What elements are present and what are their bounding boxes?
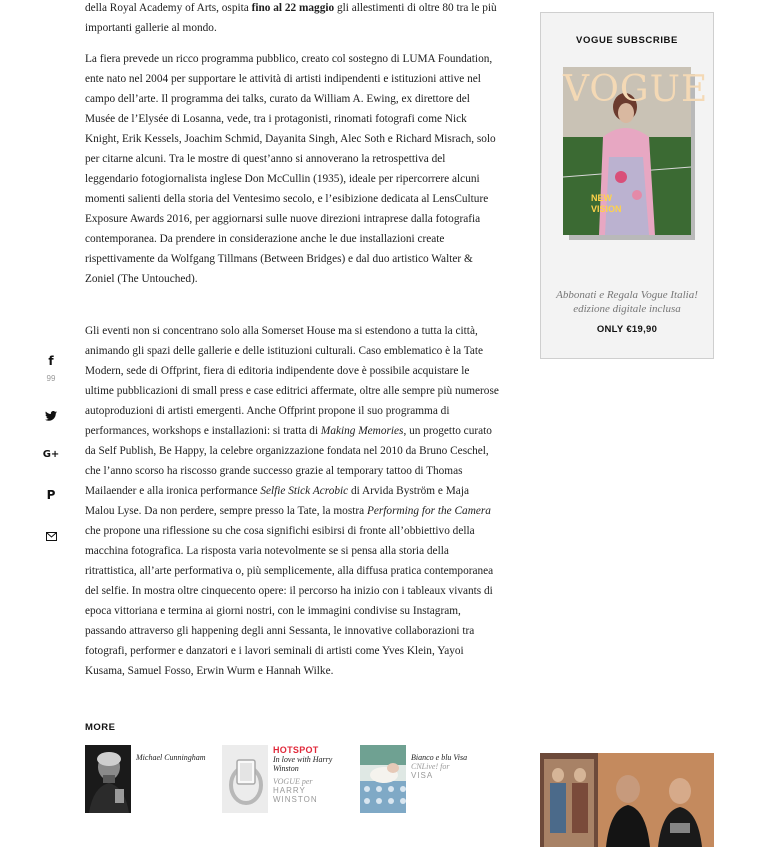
article-paragraph-2: La fiera prevede un ricco programma pubblico, creato col sostegno di LUMA Foundation, ente nato nel 2004 per supportare le attività di artisti indipendenti e istituzioni attive nel campo dell’arte. Il programma dei talks, curato da William A. Ewing, ex direttore del Musée de l’Elysée di Losanna, vede, tra i protagonisti, rinomati fotografi come Nick Knight, Erik Kessels, Joachim Schmid, Dayanita Singh, Alec Soth e Richard Misrach, solo per citarne alcuni. Tra le mostre di quest’anno si annoverano la retrospettiva del leggendario fotogiornalista inglese Don McCullin (1935), ideale per ripercorrere alcuni momenti salienti della storia del Ventesimo secolo, e l’esibizione dedicata al LensCulture Exposure Awards 2016, per aggiornarsi sulle nuove direzioni intraprese dalla fotografia contemporanea. Da prendere in considerazione anche le due installazioni create rispettivamente da Wolfgang Tillmans (Between Bridges) e dal duo artistico Walter & Zoniel (The Untouched). xyxy=(85,53,496,285)
more-item-harry-winston[interactable] xyxy=(222,745,352,813)
more-item-title[interactable]: In love with Harry Winston xyxy=(273,755,333,773)
article-paragraph-1: della Royal Academy of Arts, ospita fino al 22 maggio gli allestimenti di oltre 80 tra le più importanti gallerie al mondo. xyxy=(85,2,497,34)
subscribe-price[interactable]: ONLY €19,90 xyxy=(596,324,658,335)
sponsor-brand: VISA xyxy=(411,771,434,780)
more-item-title[interactable]: Michael Cunningham xyxy=(136,753,206,762)
facebook-icon[interactable]: f xyxy=(48,354,54,368)
hotspot-label: HOTSPOT xyxy=(273,745,319,755)
twitter-icon[interactable] xyxy=(40,408,62,426)
subscribe-box[interactable] xyxy=(540,12,714,359)
more-item-visa[interactable] xyxy=(360,745,490,813)
cover-logo: VOGUE xyxy=(563,69,709,110)
subscribe-title[interactable]: VOGUE SUBSCRIBE xyxy=(576,35,678,46)
more-item-michael-cunningham[interactable] xyxy=(85,745,215,813)
more-item-text xyxy=(273,745,353,804)
mail-icon[interactable] xyxy=(40,528,62,546)
more-heading: MORE xyxy=(85,722,116,733)
subscribe-description[interactable]: Abbonati e Regala Vogue Italia! edizione digitale inclusa xyxy=(556,289,698,315)
more-thumbnail[interactable] xyxy=(222,745,268,813)
sponsor-by: CNLive! for xyxy=(411,762,450,771)
article-paragraph-3: Gli eventi non si concentrano solo alla Somerset House ma si estendono a tutta la città, animando gli spazi delle gallerie e delle istituzioni culturali. Caso emblematico è la Tate Modern, sede di Offprint, fiera di editoria indipendente dove è possibile acquistare le ultime pubblicazioni di small press e case editrici affermate, oltre alle sempre più numerose autoproduzioni di artisti emergenti. Anche Offprint propone il suo programma di performances, workshops e installazioni: si tratta di Making Memories, un progetto curato da Self Publish, Be Happy, la celebre organizzazione fondata nel 2010 da Bruno Ceschel, che l’anno scorso ha riscosso grande successo grazie al temporary tattoo di Thomas Mailaender e alla ironica performance Selfie Stick Acrobic di Arvida Byström e Maja Malou Lyse. Da non perdere, sempre presso la Tate, la mostra Performing for the Camera che propone una riflessione su che cosa significhi esibirsi di fronte all’obbiettivo della macchina fotografica. La risposta varia notevolmente se si pensa alla storia della ritrattistica, all’arte performativa o, più semplicemente, alla diffusa pratica contemporanea del selfie. In mostra oltre cinquecento opere: il percorso ha inizio con i tableaux vivants di epoca vittoriana e termina ai giorni nostri, con le immagini condivise su Instagram, passando attraverso gli happening degli anni Sessanta, le innovative collaborazioni tra fotografi, performer e danzatori e i lavori seminali di artisti come Yves Klein, Yayoi Kusama, Samuel Fosso, Erwin Wurm e Hannah Wilke. xyxy=(85,325,499,677)
pinterest-icon[interactable]: P xyxy=(46,488,56,502)
more-item-text xyxy=(136,745,216,762)
facebook-share-count: 99 xyxy=(46,374,56,383)
google-plus-icon[interactable]: G+ xyxy=(42,449,60,460)
more-item-title[interactable]: Bianco e blu Visa xyxy=(411,753,468,762)
video-thumbnail[interactable] xyxy=(540,753,714,847)
sponsor-by: VOGUE per xyxy=(273,777,313,786)
sponsor-brand: HARRY WINSTON xyxy=(273,786,318,804)
magazine-cover[interactable] xyxy=(563,67,709,235)
more-thumbnail[interactable] xyxy=(360,745,406,813)
more-thumbnail[interactable] xyxy=(85,745,131,813)
cover-headline: NEW VISION xyxy=(591,193,622,214)
more-item-text xyxy=(411,745,491,780)
